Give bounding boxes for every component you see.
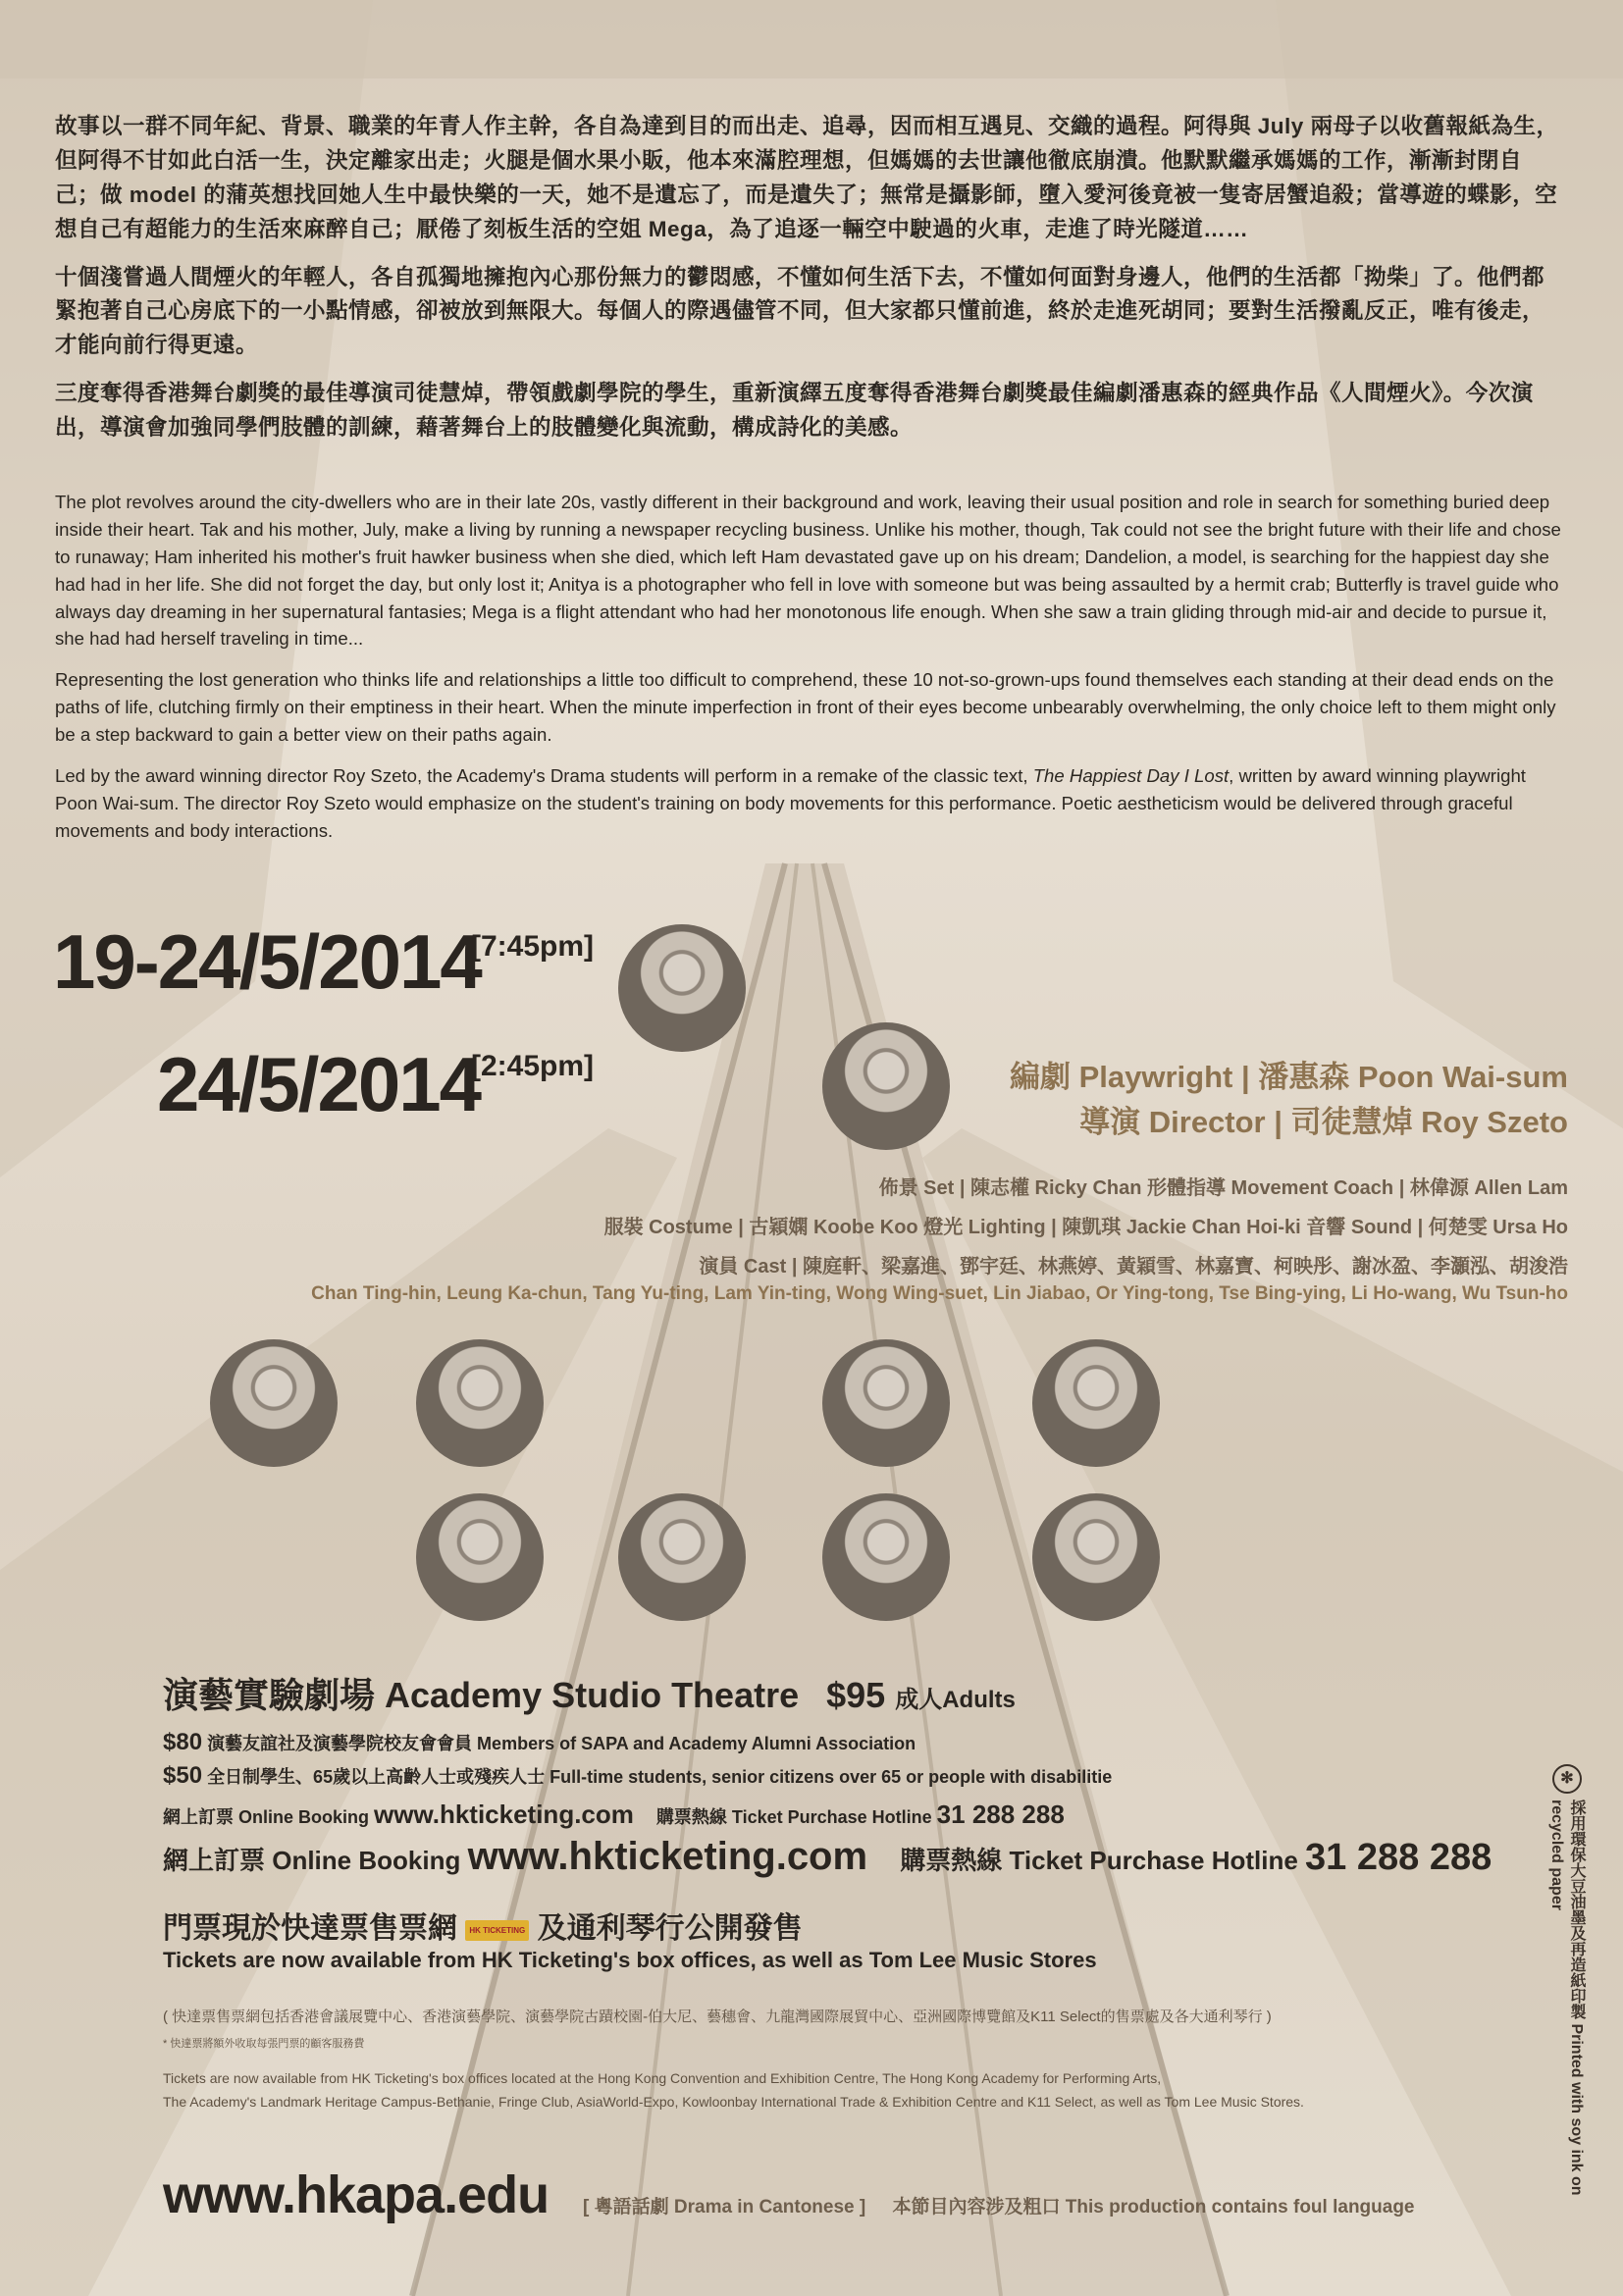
booking-large-label: 網上訂票 Online Booking [163, 1846, 461, 1875]
price-adult: $95 [826, 1675, 886, 1715]
performance-time-2: [2:45pm] [471, 1050, 595, 1082]
hotline-small-number: 31 288 288 [936, 1800, 1065, 1829]
portrait-cast-5 [416, 1493, 544, 1621]
credit-playwright: 編劇 Playwright | 潘惠森 Poon Wai-sum [1009, 1060, 1568, 1094]
synopsis-en-paragraph-3 [55, 762, 1566, 845]
synopsis-en-paragraph-2: Representing the lost generation who thinks life and relationships a little too difficult to comprehend, these 10 not-so-grown-ups found themselves each standing at their dead ends on the paths of life, clutching firmly on their emptiness in their heart. When the minute imperfection in front of their eyes become unbearably overwhelming, the only choice left to them might only be a step backward to gain a better view on their paths again. [55, 669, 1556, 746]
portrait-cast-2 [416, 1339, 544, 1467]
price-80: $80 [163, 1729, 203, 1755]
tickets-availability-en: Tickets are now available from HK Ticketing's box offices, as well as Tom Lee Music Stores [163, 1948, 1097, 1972]
language-note: [ 粵語話劇 Drama in Cantonese ] [583, 2197, 866, 2218]
price-80-line [163, 1729, 916, 1756]
synopsis-en-paragraph-1: The plot revolves around the city-dwellers who are in their late 20s, vastly different in their background and work, leaving their usual position and role in search for something buried deep inside their heart. Tak and his mother, July, make a living by running a newspaper recycling business. Unlike his mother, though, Tak could not see the bright future with their life and chose to runaway; Ham inherited his mother's fruit hawker business when she died, which left Ham devastated gave up on his dream; Dandelion, a model, is searching for the happiest day she had had in her life. She did not forget the day, but only lost it; Anitya is a photographer who fell in love with someone but was being assaulted by a hermit crab; Butterfly is travel guide who always day dreaming in her supernatural fantasies; Mega is a flight attendant who had her monotonous life enough. When she saw a train gliding through mid-air and decide to pursue it, she had had herself traveling in time... [55, 492, 1561, 650]
price-adult-label: 成人Adults [895, 1687, 1016, 1713]
tickets-availability-zh [163, 1904, 803, 1947]
p3-before: Led by the award winning director Roy Szeto, the Academy's Drama students will perform in a remake of the classic text, [55, 765, 1033, 787]
booking-small-label: 網上訂票 Online Booking [163, 1807, 369, 1827]
p3-after: , written by award winning playwright Poon Wai-sum. The director Roy Szeto would emphasize on the student's training on body movements for this performance. Poetic aestheticism would be delivered through graceful movements and body interactions. [55, 765, 1526, 841]
portrait-playwright [822, 1022, 950, 1150]
portrait-cast-6 [618, 1493, 746, 1621]
portrait-cast-3 [822, 1339, 950, 1467]
credit-cast-chinese: 演員 Cast | 陳庭軒、梁嘉進、鄧宇廷、林燕婷、黃穎雪、林嘉寶、柯映彤、謝冰盈、李灝泓、胡浚浩 [699, 1256, 1568, 1278]
price-50: $50 [163, 1762, 203, 1789]
performance-date-1: 19-24/5/2014 [53, 918, 481, 1005]
hkapa-website[interactable]: www.hkapa.edu [163, 2166, 550, 2224]
hotline-large-label: 購票熱線 Ticket Purchase Hotline [900, 1846, 1298, 1875]
hotline-large-number: 31 288 288 [1305, 1837, 1492, 1878]
portrait-cast-4 [1032, 1339, 1160, 1467]
price-50-label: 全日制學生、65歲以上高齡人士或殘疾人士 Full-time students, senior citizens over 65 or people with disabilitie [207, 1767, 1113, 1787]
ticket-fee-note: * 快達票將額外收取每張門票的顧客服務費 [163, 2038, 365, 2050]
print-note: 採用環保大豆油墨及再造紙印製 Printed with soy ink on recycled paper [1548, 1800, 1585, 2196]
synopsis-chinese [55, 110, 1566, 459]
tickets-zh-after: 及通利琴行公開發售 [537, 1912, 803, 1945]
venue-line [163, 1668, 1016, 1718]
credit-director: 導演 Director | 司徒慧焯 Roy Szeto [1079, 1105, 1568, 1139]
credit-cast-english: Chan Ting-hin, Leung Ka-chun, Tang Yu-ting, Lam Yin-ting, Wong Wing-suet, Lin Jiabao, Or Ying-tong, Tse Bing-ying, Li Ho-wang, Wu Tsun-ho [311, 1283, 1568, 1304]
portrait-cast-8 [1032, 1493, 1160, 1621]
portrait-cast-1 [210, 1339, 338, 1467]
synopsis-zh-paragraph-1: 故事以一群不同年紀、背景、職業的年青人作主幹，各自為達到目的而出走、追尋，因而相互遇見、交織的過程。阿得與 July 兩母子以收舊報紙為生，但阿得不甘如此白活一生，決定離家出走；火腿是個水果小販，他本來滿腔理想，但媽媽的去世讓他徹底崩潰。他默默繼承媽媽的工作，漸漸封閉自己；做 model 的蒲英想找回她人生中最快樂的一天，她不是遺忘了，而是遺失了；無常是攝影師，墮入愛河後竟被一隻寄居蟹追殺；當導遊的蝶影，空想自己有超能力的生活來麻醉自己；厭倦了刻板生活的空姐 Mega，為了追逐一輛空中駛過的火車，走進了時光隧道…… [55, 114, 1559, 241]
ticket-outlets-en-2: The Academy's Landmark Heritage Campus-Bethanie, Fringe Club, AsiaWorld-Expo, Kowloonbay International Trade & Exhibition Centre and K11 Select, as well as Tom Lee Music Stores. [163, 2094, 1304, 2110]
tickets-zh-before: 門票現於快達票售票網 [163, 1912, 457, 1945]
footer-language-line [583, 2192, 1415, 2218]
ticket-outlets-en-1: Tickets are now available from HK Ticketing's box offices located at the Hong Kong Convention and Exhibition Centre, The Hong Kong Academy for Performing Arts, [163, 2070, 1162, 2086]
ticket-outlets-zh: ( 快達票售票網包括香港會議展覽中心、香港演藝學院、演藝學院古蹟校園-伯大尼、藝穗會、九龍灣國際展貿中心、亞洲國際博覽館及K11 Select的售票處及各大通利琴行 ) [163, 2009, 1272, 2025]
foul-language-warning: 本節目內容涉及粗口 This production contains foul language [892, 2197, 1415, 2218]
booking-small-url[interactable]: www.hkticketing.com [374, 1800, 634, 1829]
booking-large-url[interactable]: www.hkticketing.com [467, 1835, 868, 1878]
performance-date-2: 24/5/2014 [157, 1041, 481, 1127]
credit-set-movement: 佈景 Set | 陳志權 Ricky Chan 形體指導 Movement Coach | 林偉源 Allen Lam [878, 1177, 1568, 1199]
portrait-director [618, 924, 746, 1052]
booking-large-line [163, 1835, 1492, 1879]
synopsis-zh-paragraph-3: 三度奪得香港舞台劇獎的最佳導演司徒慧焯，帶領戲劇學院的學生，重新演繹五度奪得香港舞台劇獎最佳編劇潘惠森的經典作品《人間煙火》。今次演出，導演會加強同學們肢體的訓練，藉著舞台上的肢體變化與流動，構成詩化的美感。 [55, 381, 1534, 440]
price-80-label: 演藝友誼社及演藝學院校友會會員 Members of SAPA and Academy Alumni Association [207, 1734, 916, 1753]
play-title: The Happiest Day I Lost [1032, 765, 1230, 787]
synopsis-english [55, 489, 1566, 859]
hk-ticketing-logo: HK TICKETING [465, 1920, 529, 1941]
credit-costume-lighting-sound: 服裝 Costume | 古穎嫻 Koobe Koo 燈光 Lighting | 陳凱琪 Jackie Chan Hoi-ki 音響 Sound | 何楚雯 Ursa Ho [603, 1217, 1568, 1238]
soy-ink-icon: ✻ [1552, 1764, 1582, 1794]
booking-small-line [163, 1800, 1065, 1830]
venue-name: 演藝實驗劇場 Academy Studio Theatre [163, 1675, 800, 1715]
performance-time-1: [7:45pm] [471, 930, 595, 963]
synopsis-zh-paragraph-2: 十個淺嘗過人間煙火的年輕人，各自孤獨地擁抱內心那份無力的鬱悶感，不懂如何生活下去，不懂如何面對身邊人，他們的生活都「拗柴」了。他們都緊抱著自己心房底下的一小點情感，卻被放到無限大。每個人的際遇儘管不同，但大家都只懂前進，終於走進死胡同；要對生活撥亂反正，唯有後走，才能向前行得更遠。 [55, 264, 1545, 358]
price-50-line [163, 1762, 1112, 1790]
hotline-small-label: 購票熱線 Ticket Purchase Hotline [655, 1807, 932, 1827]
portrait-cast-7 [822, 1493, 950, 1621]
